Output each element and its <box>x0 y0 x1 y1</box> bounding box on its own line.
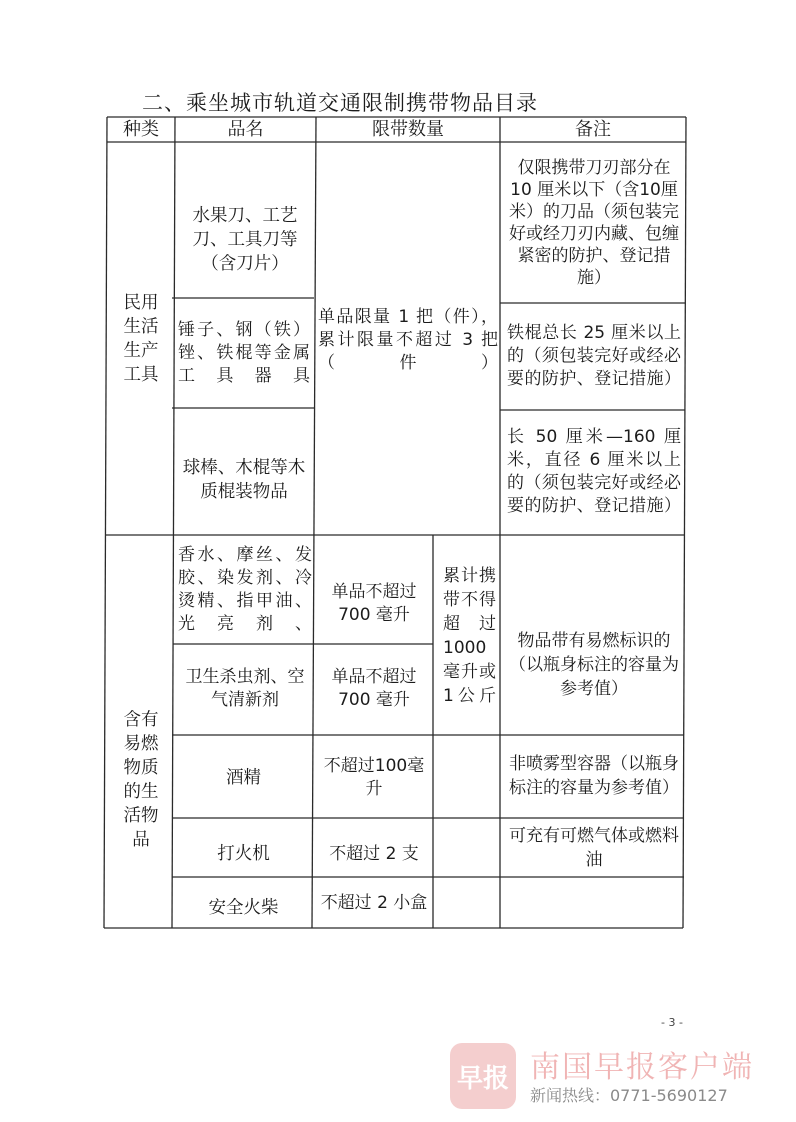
page-title: 二、乘坐城市轨道交通限制携带物品目录 <box>142 91 538 115</box>
group2-limit-4: 不超过 2 支 <box>329 843 419 864</box>
group1-note-3: 长 50 厘米—160 厘米，直径 6 厘米以上的（须包装完好或经必要的防护、登记措施） <box>507 427 681 516</box>
group2-category: 含有易燃物质的生活物品 <box>123 710 159 850</box>
group2-limit-3: 不超过100毫升 <box>323 756 425 799</box>
group2-item-5: 安全火柴 <box>208 897 279 918</box>
page-number: - 3 - <box>661 1016 683 1029</box>
header-item: 品名 <box>227 119 264 140</box>
group1-limit: 单品限量 1 把（件），累计限量不超过 3 把（件） <box>318 306 498 373</box>
group1-category: 民用生活生产工具 <box>123 292 159 385</box>
group2-total-limit: 累计携带不得超过1000毫升或1公斤 <box>443 566 496 706</box>
header-note: 备注 <box>575 119 611 140</box>
group2-item-3: 酒精 <box>226 767 261 788</box>
group1-note-1: 仅限携带刀刃部分在 10 厘米以下（含10厘米）的刀品（须包装完好或经刀刃内藏、包缠紧密的防护、登记措施） <box>509 158 679 288</box>
group2-item-1: 香水、摩丝、发胶、染发剂、冷烫精、指甲油、光亮剂、 <box>178 545 312 634</box>
watermark-logo: 早报 <box>450 1043 516 1109</box>
group1-note-2: 铁棍总长 25 厘米以上的（须包装完好或经必要的防护、登记措施） <box>507 322 681 389</box>
group2-note-4: 可充有可燃气体或燃料油 <box>509 826 679 870</box>
group2-limit-5: 不超过 2 小盒 <box>320 893 428 913</box>
group2-item-2: 卫生杀虫剂、空气清新剂 <box>185 667 305 710</box>
header-category: 种类 <box>123 119 159 140</box>
group1-item-2: 锤子、钢（铁）锉、铁棍等金属工具器具 <box>178 319 310 386</box>
header-limit: 限带数量 <box>372 119 444 140</box>
group2-limit-2: 单品不超过700 毫升 <box>331 667 417 710</box>
group2-limit-1: 单品不超过700 毫升 <box>331 582 417 625</box>
watermark-title: 南国早报客户端 <box>530 1050 754 1085</box>
group1-item-1: 水果刀、工艺刀、工具刀等（含刀片） <box>192 206 298 274</box>
watermark-subtitle: 新闻热线：0771-5690127 <box>530 1086 728 1105</box>
group2-item-4: 打火机 <box>217 843 270 864</box>
group2-note-3: 非喷雾型容器（以瓶身标注的容量为参考值） <box>509 754 679 798</box>
group2-shared-note: 物品带有易燃标识的（以瓶身标注的容量为参考值） <box>509 631 679 699</box>
group1-item-3: 球棒、木棍等木质棍装物品 <box>182 458 306 502</box>
